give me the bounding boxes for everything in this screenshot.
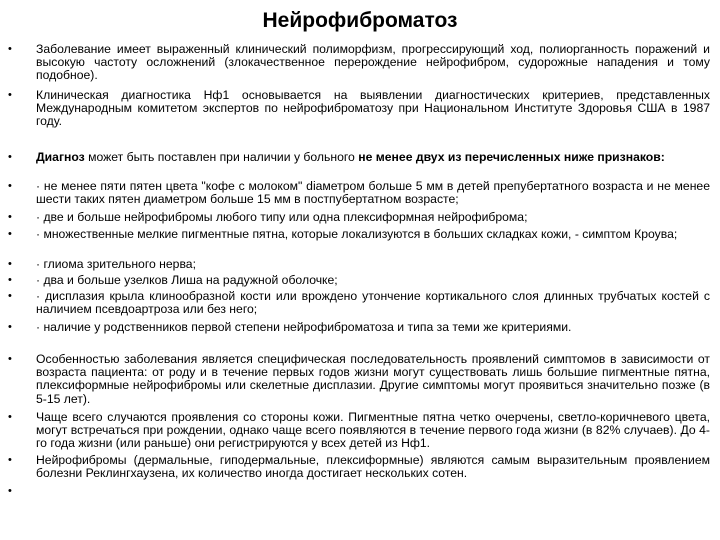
paragraph-text: Клиническая диагностика Нф1 основывается на выявлении диагностических критериев, представленных Международным комитетом экспертов по нейрофиброматозу при Национальном Институте Здоровья США в 1987 году. [36,88,710,129]
bullet: • [8,180,12,192]
diagnosis-mid: может быть поставлен при наличии у больного [84,150,359,164]
bullet: • [8,211,12,223]
paragraph-text: · две и больше нейрофибромы любого типу или одна плексиформная нейрофиброма; [36,210,528,224]
diagnosis-word: Диагноз [36,150,85,164]
criterion-lisch-nodules [6,274,712,287]
bullet: • [8,290,12,302]
paragraph-text: Заболевание имеет выраженный клинический полиморфизм, прогрессирующий ход, полиорганность поражений и высокую частоту осложнений (злокачественное перерождение нейрофибром, судорожные нападения и тому подобное). [36,42,710,83]
bullet: • [8,454,12,466]
paragraph-text [36,151,712,164]
criterion-crowe-sign [6,228,712,241]
paragraph-skin-manifestations [6,411,712,451]
paragraph-text: Особенностью заболевания является специфическая последовательность проявлений симптомов в зависимости от возраста пациента: от роду и в течение первых годов жизни могут существовать лишь большие пигментные пятна, плексиформные нейрофибромы или скелетные дисплазии. Другие симптомы могут проявиться значительно позже (в 5-15 лет). [36,352,710,406]
bullet: • [8,151,12,163]
bullet: • [8,89,12,101]
diagnosis-bold: не менее двух из перечисленных ниже признаков: [358,150,665,164]
paragraph-neurofibromas [6,454,712,480]
bullet: • [8,321,12,333]
bullet: • [8,228,12,240]
bullet: • [8,411,12,423]
criterion-relatives [6,321,712,334]
paragraph-text: Чаще всего случаются проявления со стороны кожи. Пигментные пятна четко очерчены, светло-коричневого цвета, могут встречаться при рождении, однако чаще всего появляются в течение первого года жизни (в 82% случаев). До 4-го года жизни (или раньше) они регистрируются у всех детей из Нф1. [36,410,710,451]
bullet: • [8,43,12,55]
paragraph-diagnosis-criteria-intro [6,151,712,164]
bullet: • [8,258,12,270]
paragraph-text: Нейрофибромы (дермальные, гиподермальные, плексиформные) являются самым выразительным проявлением болезни Реклингхаузена, их количество иногда достигает нескольких сотен. [36,453,710,481]
criterion-optic-glioma [6,258,712,271]
paragraph-text: · наличие у родственников первой степени нейрофиброматоза и типа за теми же критериями. [36,320,572,334]
bullet: • [8,485,12,497]
bullet: • [8,353,12,365]
paragraph-diagnostics [6,89,712,129]
paragraph-symptom-sequence [6,353,712,406]
paragraph-polymorphism [6,43,712,83]
criterion-neurofibromas [6,211,712,224]
paragraph-text: · множественные мелкие пигментные пятна, которые локализуются в больших складках кожи, - симптом Кроува; [36,227,678,241]
paragraph-text: · дисплазия крыла клинообразной кости или врождено утончение кортикального слоя длинных трубчатых костей с наличием псевдоартроза или без него; [36,289,710,317]
criterion-bone-dysplasia [6,290,712,316]
paragraph-empty [6,485,712,498]
slide-title: Нейрофиброматоз [262,9,458,32]
criterion-cafe-au-lait [6,180,712,206]
bullet: • [8,274,12,286]
paragraph-text: · два и больше узелков Лиша на радужной оболочке; [36,273,338,287]
paragraph-text: · не менее пяти пятен цвета "кофе с молоком" diаметром больше 5 мм в детей препубертатного возраста и не менее шести таких пятен диаметром больше 15 мм в постпубертатном возрасте; [36,179,710,207]
paragraph-text: · глиома зрительного нерва; [36,257,196,271]
